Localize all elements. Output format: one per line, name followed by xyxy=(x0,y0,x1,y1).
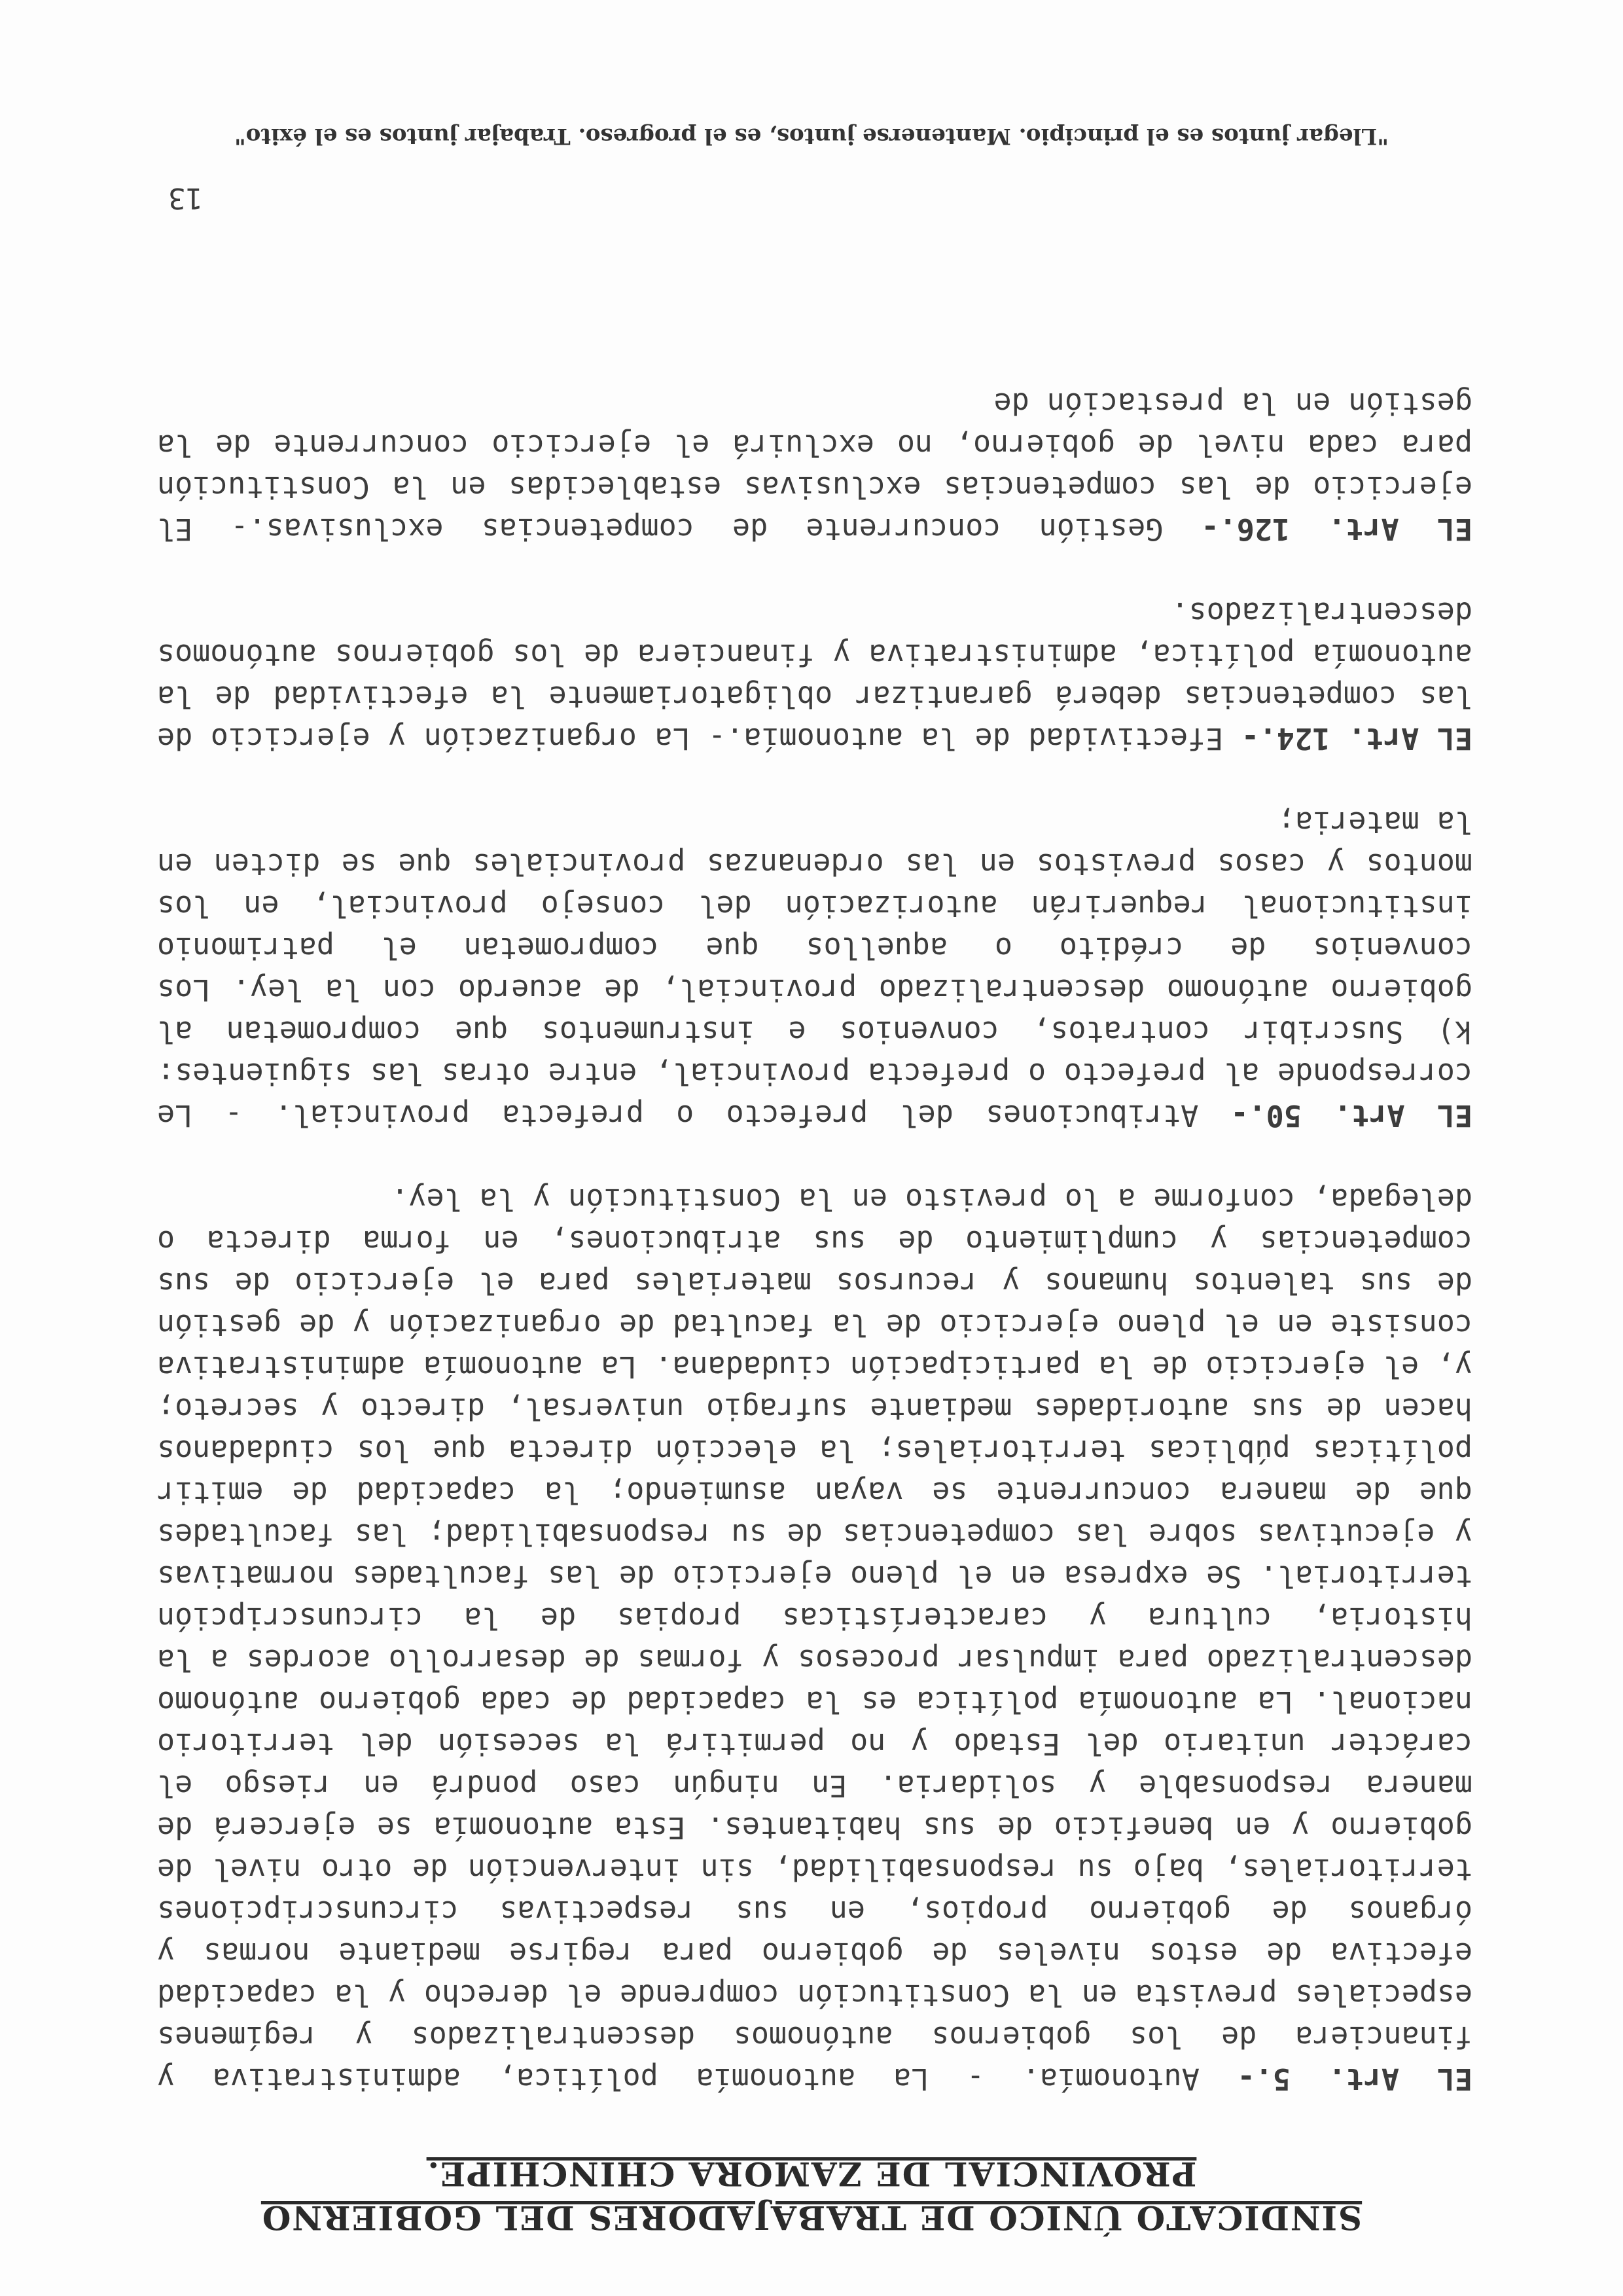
article-text: Efectividad de la autonomía.- La organización y ejercicio de las competencias deberá garantizar obligatoriamente la efectividad de la autonomía política, administrativa y financiera de los gobiernos autónomos descentralizados. xyxy=(157,596,1472,756)
article-label: EL Art. 124.- xyxy=(1241,721,1472,756)
footer-motto: "Llegar juntos es el principio. Mantenerse juntos, es el progreso. Trabajar juntos es el éxito" xyxy=(234,123,1389,149)
article-label: EL Art. 5.- xyxy=(1237,2062,1472,2096)
article-124 xyxy=(157,592,1472,759)
letterhead xyxy=(0,2155,1623,2237)
article-label: EL Art. 126.- xyxy=(1201,512,1472,547)
article-50 xyxy=(157,801,1472,1136)
article-126 xyxy=(157,382,1472,550)
document-body xyxy=(157,340,1472,2100)
letterhead-line-2: PROVINCIAL DE ZAMORA CHINCHIPE. xyxy=(426,2155,1197,2193)
article-label: EL Art. 50.- xyxy=(1230,1098,1472,1133)
article-text: Atribuciones del prefecto o prefecta provincial. - Le corresponde al prefecto o prefecta provincial, entre otras las siguientes: k) Suscribir contratos, convenios e instrumentos que comprometan al gobierno autónomo descentralizado provincial, de acuerdo con la ley. Los convenios de crédito o aquellos que comprometan el patrimonio institucional requerirán autorización del consejo provincial, en los montos y casos previstos en las ordenanzas provinciales que se dicten en la materia; xyxy=(156,805,1472,1133)
letterhead-line-1: SINDICATO ÚNICO DE TRABAJADORES DEL GOBIERNO xyxy=(260,2198,1363,2237)
article-text: Autonomía. - La autonomía política, administrativa y financiera de los gobiernos autónomos descentralizados y regímenes especiales prevista en la Constitución comprende el derecho y la capacidad efectiva de estos niveles de gobierno para regirse mediante normas y órganos de gobierno propios, en sus respectivas circunscripciones territoriales, bajo su responsabilidad, sin intervención de otro nivel de gobierno y en beneficio de sus habitantes. Esta autonomía se ejercerá de manera responsable y solidaria. En ningún caso pondrá en riesgo el carácter unitario del Estado y no permitirá la secesión del territorio nacional. La autonomía política es la capacidad de cada gobierno autónomo descentralizado para impulsar procesos y formas de desarrollo acordes a la historia, cultura y características propias de la circunscripción territorial. Se expresa en el pleno ejercicio de las facultades normativas y ejecutivas sobre las competencias de su responsabilidad; las facultades que de manera concurrente se vayan asumiendo; la capacidad de emitir políticas públicas territoriales; la elección directa que los ciudadanos hacen de sus autoridades mediante sufragio universal, directo y secreto; y, el ejercicio de la participación ciudadana. La autonomía administrativa consiste en el pleno ejercicio de la facultad de organización y de gestión de sus talentos humanos y recursos materiales para el ejercicio de sus competencias y cumplimiento de sus atribuciones, en forma directa o delegada, conforme a lo previsto en la Constitución y la ley. xyxy=(157,1182,1472,2096)
article-text: Gestión concurrente de competencias exclusivas.- El ejercicio de las competencias exclusivas establecidas en la Constitución para cada nivel de gobierno, no excluirá el ejercicio concurrente de la gestión en la prestación de xyxy=(157,386,1472,547)
page-number: 13 xyxy=(168,181,203,215)
article-5 xyxy=(157,1178,1472,2100)
